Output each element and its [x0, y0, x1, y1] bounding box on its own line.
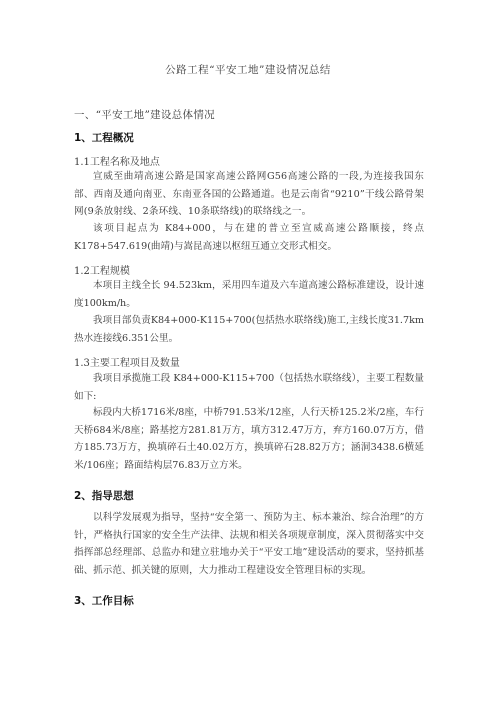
- paragraph-contract: 我项目承揽施工段 K84+000-K115+700（包括热水联络线），主要工程数量如下:: [74, 373, 424, 402]
- paragraph-start-end: 该项目起点为 K84+000，与在建的普立至宣威高速公路顺接，终点K178+547.619(曲靖)与嵩昆高速以枢纽互通立交形式相交。: [74, 223, 424, 252]
- paragraph-section-scope: 我项目部负责K84+000-K115+700(包括热水联络线)施工,主线长度31.7km热水连接线6.351公里。: [74, 315, 424, 344]
- paragraph-guiding-ideology: 以科学发展观为指导，坚持“安全第一、预防为主、标本兼治、综合治理”的方针，严格执行国家的安全生产法律、法规和相关各项规章制度，深入贯彻落实中交指挥部总经理部、总监办和建立驻地办关于“平安工地”建设活动的要求，坚持抓基础、抓示范、抓关键的原则，大力推动工程建设安全管理目标的实现。: [74, 512, 424, 576]
- heading-scale: 1.2工程规模: [74, 266, 130, 277]
- heading-work-goals: 3、工作目标: [74, 595, 134, 607]
- heading-quantities: 1.3主要工程项目及数量: [74, 358, 180, 369]
- paragraph-intro: 宣威至曲靖高速公路是国家高速公路网G56高速公路的一段,为连接我国东部、西南及通向南亚、东南亚各国的公路通道。也是云南省“9210”干线公路骨架网(9条放射线、2条环线、10条联络线)的联络线之一。: [74, 171, 424, 217]
- heading-overview: 1、工程概况: [74, 132, 134, 144]
- paragraph-mainline: 本项目主线全长 94.523km，采用四车道及六车道高速公路标准建设，设计速度100km/h。: [74, 280, 424, 309]
- heading-guiding-ideology: 2、指导思想: [74, 490, 134, 502]
- heading-project-name: 1.1工程名称及地点: [74, 157, 160, 168]
- document-title: 公路工程“平安工地”建设情况总结: [165, 64, 331, 76]
- section-heading: 一、“平安工地”建设总体情况: [74, 109, 215, 121]
- paragraph-quantities: 标段内大桥1716米/8座，中桥791.53米/12座，人行天桥125.2米/2座，车行天桥684米/8座；路基挖方281.81万方，填方312.47万方，弃方160.07万方，借方185.73万方，换填碎石土40.02万方，换填碎石28.82万方；涵洞3438.6横延米/106座；路面结构层76.83万立方米。: [74, 407, 424, 471]
